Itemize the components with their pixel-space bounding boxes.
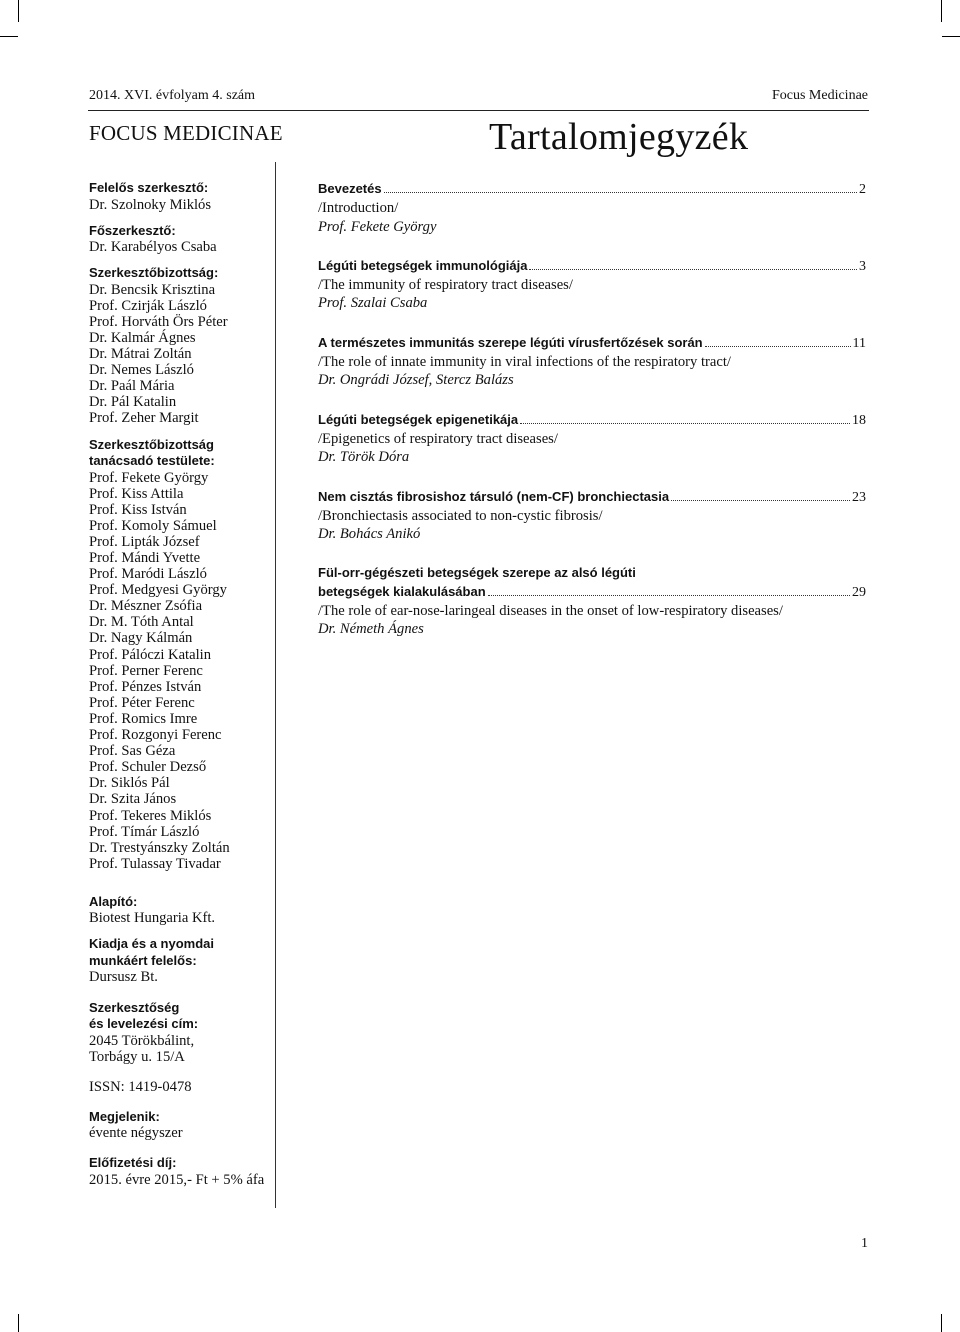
- toc-entry-english-title: /The role of ear-nose-laringeal diseases in the onset of low-respiratory diseases/: [318, 603, 783, 620]
- address-line1: 2045 Törökbálint,: [89, 1032, 195, 1049]
- toc-entry-title: Bevezetés: [318, 181, 382, 196]
- toc-entry-english-title: /The immunity of respiratory tract diseases/: [318, 277, 573, 294]
- toc-entry-page: 3: [859, 258, 866, 274]
- issue-info: 2014. XVI. évfolyam 4. szám: [89, 88, 256, 103]
- person-name: Prof. Kiss Attila: [89, 485, 184, 502]
- toc-entry-english-title: /Bronchiectasis associated to non-cystic fibrosis/: [318, 507, 603, 524]
- person-name: Prof. Tulassay Tivadar: [89, 855, 221, 872]
- advisory-board-list: [89, 470, 271, 872]
- toc-entry-author: Prof. Szalai Csaba: [318, 295, 428, 312]
- person-name: Dr. Pál Katalin: [89, 394, 177, 411]
- person-name: Prof. Maródi László: [89, 566, 207, 583]
- person-name: Dr. Paál Mária: [89, 378, 175, 395]
- toc-entry-author: Dr. Ongrádi József, Stercz Balázs: [318, 372, 514, 389]
- toc-entry[interactable]: [318, 334, 866, 390]
- editorial-board-label: Szerkesztőbizottság:: [89, 265, 219, 281]
- editorial-board-list: [89, 282, 271, 427]
- person-name: Prof. Pénzes István: [89, 678, 202, 695]
- toc-entry-author: Dr. Németh Ágnes: [318, 621, 424, 638]
- dot-leader: [529, 268, 857, 270]
- person-name: Dr. Siklós Pál: [89, 775, 170, 792]
- person-name: Prof. Pálóczi Katalin: [89, 646, 211, 663]
- crop-mark-bottom-right: [938, 1302, 960, 1332]
- publisher-label-line1: Kiadja és a nyomdai: [89, 936, 214, 952]
- person-name: Prof. Komoly Sámuel: [89, 517, 217, 534]
- person-name: Dr. Szita János: [89, 791, 177, 808]
- toc-entry-title: Nem cisztás fibrosishoz társuló (nem-CF) bronchiectasia: [318, 488, 670, 504]
- subscription-fee: 2015. évre 2015,- Ft + 5% áfa: [89, 1171, 265, 1188]
- founder: Biotest Hungaria Kft.: [89, 910, 216, 927]
- person-name: Prof. Perner Ferenc: [89, 662, 203, 679]
- toc-entry-author: Dr. Bohács Anikó: [318, 526, 421, 543]
- address-label-line2: és levelezési cím:: [89, 1016, 199, 1032]
- subscription-label: Előfizetési díj:: [89, 1155, 177, 1171]
- crop-mark-top-right: [938, 0, 960, 40]
- page-number: 1: [861, 1236, 868, 1251]
- toc-entry-title: Légúti betegségek epigenetikája: [318, 411, 519, 427]
- responsible-editor: Dr. Szolnoky Miklós: [89, 196, 212, 213]
- advisory-label-line2: tanácsadó testülete:: [89, 453, 215, 469]
- address-label-line1: Szerkesztőség: [89, 999, 180, 1015]
- person-name: Dr. Nagy Kálmán: [89, 630, 193, 647]
- dot-leader: [671, 499, 850, 501]
- dot-leader: [520, 422, 850, 424]
- toc-entry-english-title: /Introduction/: [318, 200, 399, 217]
- toc-entry[interactable]: [318, 411, 866, 467]
- toc-entry[interactable]: [318, 488, 866, 544]
- table-of-contents: [318, 180, 866, 660]
- person-name: Dr. Mátrai Zoltán: [89, 346, 192, 363]
- person-name: Dr. Nemes László: [89, 362, 194, 379]
- person-name: Dr. Kalmár Ágnes: [89, 329, 196, 346]
- person-name: Prof. Schuler Dezső: [89, 759, 207, 776]
- header-rule: [88, 110, 869, 111]
- person-name: Prof. Kiss István: [89, 501, 187, 518]
- toc-entry-title: A természetes immunitás szerepe légúti vírusfertőzések során: [318, 334, 703, 350]
- advisory-label-line1: Szerkesztőbizottság: [89, 436, 214, 452]
- toc-entry-english-title: /Epigenetics of respiratory tract diseases/: [318, 430, 558, 447]
- chief-editor: Dr. Karabélyos Csaba: [89, 239, 217, 256]
- dot-leader: [384, 191, 857, 193]
- person-name: Prof. Tekeres Miklós: [89, 807, 212, 824]
- toc-entry[interactable]: [318, 257, 866, 313]
- toc-entry[interactable]: [318, 180, 866, 236]
- chief-editor-label: Főszerkesztő:: [89, 222, 176, 238]
- toc-entry-page: 2: [859, 182, 866, 197]
- dot-leader: [488, 594, 850, 596]
- person-name: Prof. Romics Imre: [89, 710, 198, 727]
- frequency-label: Megjelenik:: [89, 1108, 160, 1124]
- publisher: Dursusz Bt.: [89, 969, 158, 986]
- toc-entry-author: Dr. Török Dóra: [318, 449, 410, 466]
- crop-mark-bottom-left: [0, 1302, 22, 1332]
- person-name: Dr. M. Tóth Antal: [89, 614, 194, 631]
- journal-title: FOCUS MEDICINAE: [89, 121, 283, 145]
- column-divider: [275, 162, 276, 1208]
- toc-entry-title-line1: Fül-orr-gégészeti betegségek szerepe az alsó légúti: [318, 565, 636, 581]
- person-name: Dr. Mészner Zsófia: [89, 598, 203, 615]
- toc-entry[interactable]: [318, 564, 866, 638]
- toc-entry-page: 18: [852, 412, 866, 428]
- publisher-label-line2: munkáért felelős:: [89, 952, 197, 968]
- person-name: Prof. Sas Géza: [89, 743, 176, 760]
- person-name: Dr. Bencsik Krisztina: [89, 281, 216, 298]
- toc-entry-author: Prof. Fekete György: [318, 218, 437, 235]
- toc-entry-title: Légúti betegségek immunológiája: [318, 257, 528, 273]
- person-name: Prof. Fekete György: [89, 469, 209, 486]
- person-name: Prof. Péter Ferenc: [89, 694, 195, 711]
- journal-running-title: Focus Medicinae: [771, 88, 868, 103]
- responsible-editor-label: Felelős szerkesztő:: [89, 180, 209, 195]
- founder-label: Alapító:: [89, 893, 138, 909]
- person-name: Prof. Lipták József: [89, 533, 200, 550]
- toc-entry-english-title: /The role of innate immunity in viral infections of the respiratory tract/: [318, 354, 731, 371]
- crop-mark-top-left: [0, 0, 22, 40]
- toc-entry-page: 11: [852, 335, 866, 351]
- address-line2: Torbágy u. 15/A: [89, 1048, 185, 1065]
- person-name: Dr. Trestyánszky Zoltán: [89, 839, 230, 856]
- person-name: Prof. Zeher Margit: [89, 410, 199, 427]
- person-name: Prof. Mándi Yvette: [89, 550, 201, 566]
- person-name: Prof. Horváth Örs Péter: [89, 313, 228, 330]
- masthead: [89, 180, 271, 1188]
- person-name: Prof. Czirják László: [89, 297, 207, 314]
- toc-heading: Tartalomjegyzék: [489, 116, 749, 158]
- dot-leader: [705, 345, 851, 347]
- person-name: Prof. Medgyesi György: [89, 582, 227, 599]
- person-name: Prof. Rozgonyi Ferenc: [89, 727, 222, 744]
- toc-entry-page: 23: [852, 489, 866, 505]
- toc-entry-page: 29: [852, 584, 866, 600]
- toc-entry-title-line2: betegségek kialakulásában: [318, 583, 486, 599]
- person-name: Prof. Tímár László: [89, 823, 200, 840]
- frequency: évente négyszer: [89, 1125, 183, 1142]
- issn: ISSN: 1419-0478: [89, 1078, 192, 1095]
